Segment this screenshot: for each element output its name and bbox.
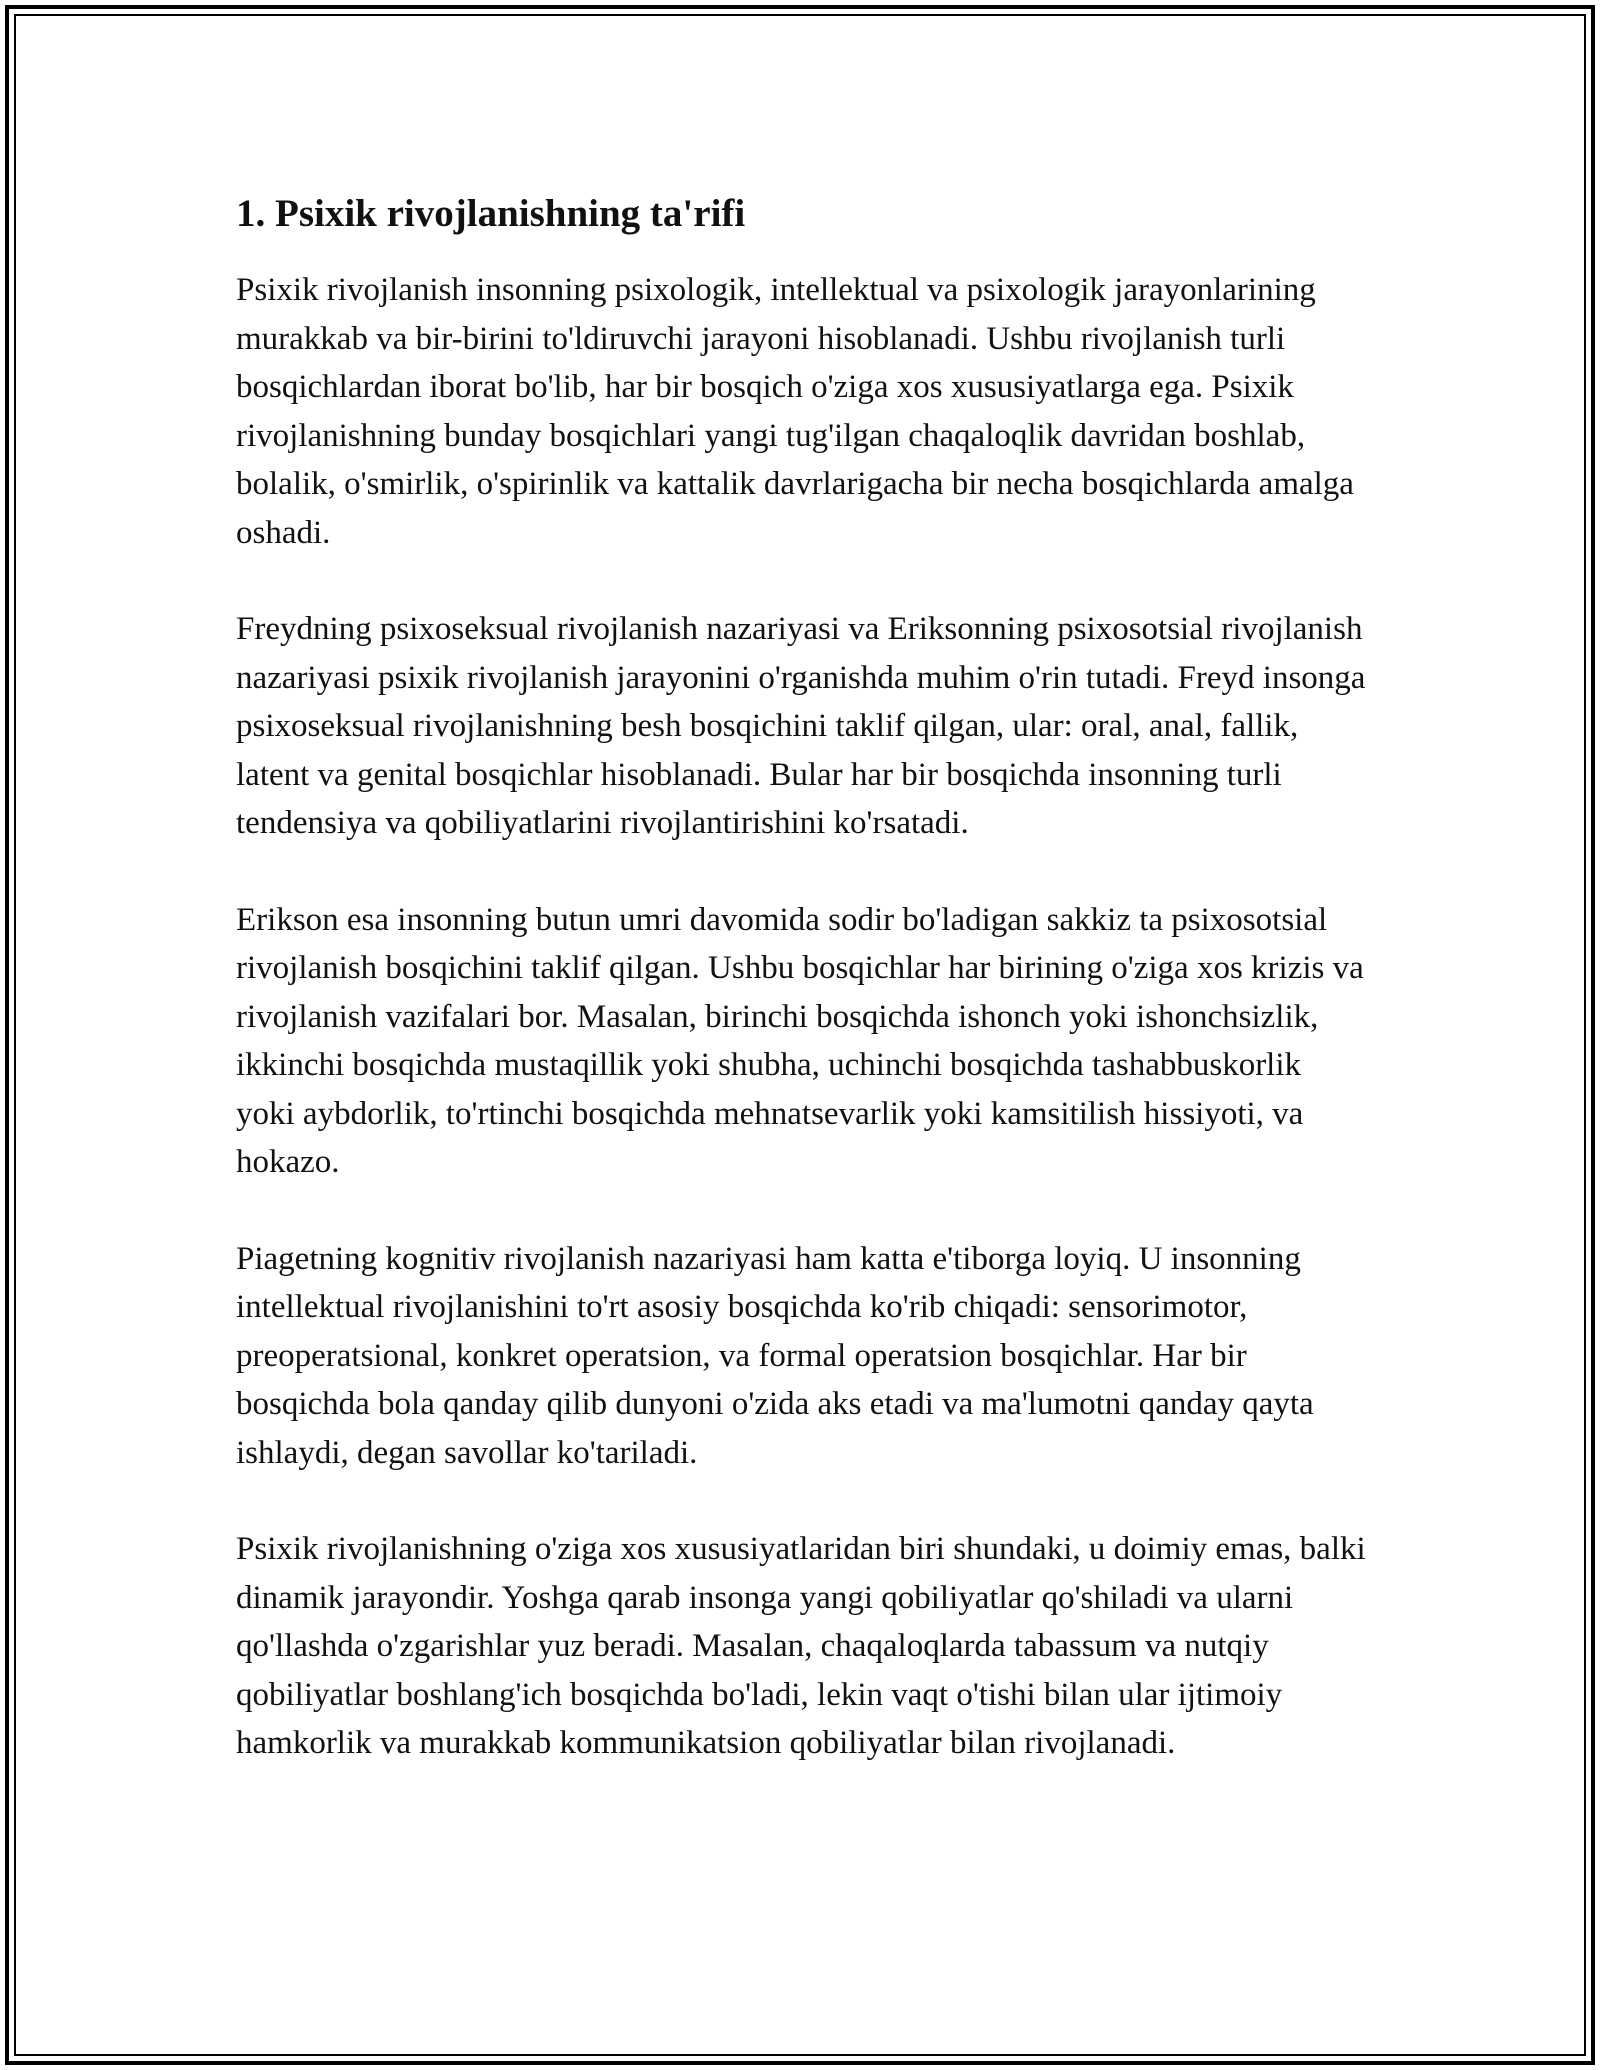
paragraph-erikson-stages: Erikson esa insonning butun umri davomida sodir bo'ladigan sakkiz ta psixosotsial rivojlanish bosqichini taklif qilgan. Ushbu bosqichlar har birining o'ziga xos krizis va rivojlanish vazifalari bor. Masalan, birinchi bosqichda ishonch yoki ishonchsizlik, ikkinchi bosqichda mustaqillik yoki shubha, uchinchi bosqichda tashabbuskorlik yoki aybdorlik, to'rtinchi bosqichda mehnatsevarlik yoki kamsitilish hissiyoti, va hokazo. bbox=[236, 901, 1364, 1180]
paragraph-freud-erikson: Freydning psixoseksual rivojlanish nazariyasi va Eriksonning psixosotsial rivojlanish nazariyasi psixik rivojlanish jarayonini o'rganishda muhim o'rin tutadi. Freyd insonga psixoseksual rivojlanishning besh bosqichini taklif qilgan, ular: oral, anal, fallik, latent va genital bosqichlar hisoblanadi. Bular har bir bosqichda insonning turli tendensiya va qobiliyatlarini rivojlantirishini ko'rsatadi. bbox=[236, 611, 1366, 841]
paragraph-definition: Psixik rivojlanish insonning psixologik, intellektual va psixologik jarayonlarining murakkab va bir-birini to'ldiruvchi jarayoni hisoblanadi. Ushbu rivojlanish turli bosqichlardan iborat bo'lib, har bir bosqich o'ziga xos xususiyatlarga ega. Psixik rivojlanishning bunday bosqichlari yangi tug'ilgan chaqaloqlik davridan boshlab, bolalik, o'smirlik, o'spirinlik va kattalik davrlarigacha bir necha bosqichlarda amalga oshadi. bbox=[236, 272, 1354, 551]
paragraph-piaget: Piagetning kognitiv rivojlanish nazariyasi ham katta e'tiborga loyiq. U insonning intellektual rivojlanishini to'rt asosiy bosqichda ko'rib chiqadi: sensorimotor, preoperatsional, konkret operatsion, va formal operatsion bosqichlar. Har bir bosqichda bola qanday qilib dunyoni o'zida aks etadi va ma'lumotni qanday qayta ishlaydi, degan savollar ko'tariladi. bbox=[236, 1240, 1314, 1471]
paragraph-dynamic-nature: Psixik rivojlanishning o'ziga xos xususiyatlaridan biri shundaki, u doimiy emas, balki dinamik jarayondir. Yoshga qarab insonga yangi qobiliyatlar qo'shiladi va ularni qo'llashda o'zgarishlar yuz beradi. Masalan, chaqaloqlarda tabassum va nutqiy qobiliyatlar boshlang'ich bosqichda bo'ladi, lekin vaqt o'tishi bilan ular ijtimoiy hamkorlik va murakkab kommunikatsion qobiliyatlar bilan rivojlanadi. bbox=[236, 1531, 1366, 1761]
section-heading: 1. Psixik rivojlanishning ta'rifi bbox=[236, 192, 746, 235]
document-body bbox=[236, 186, 1366, 1768]
